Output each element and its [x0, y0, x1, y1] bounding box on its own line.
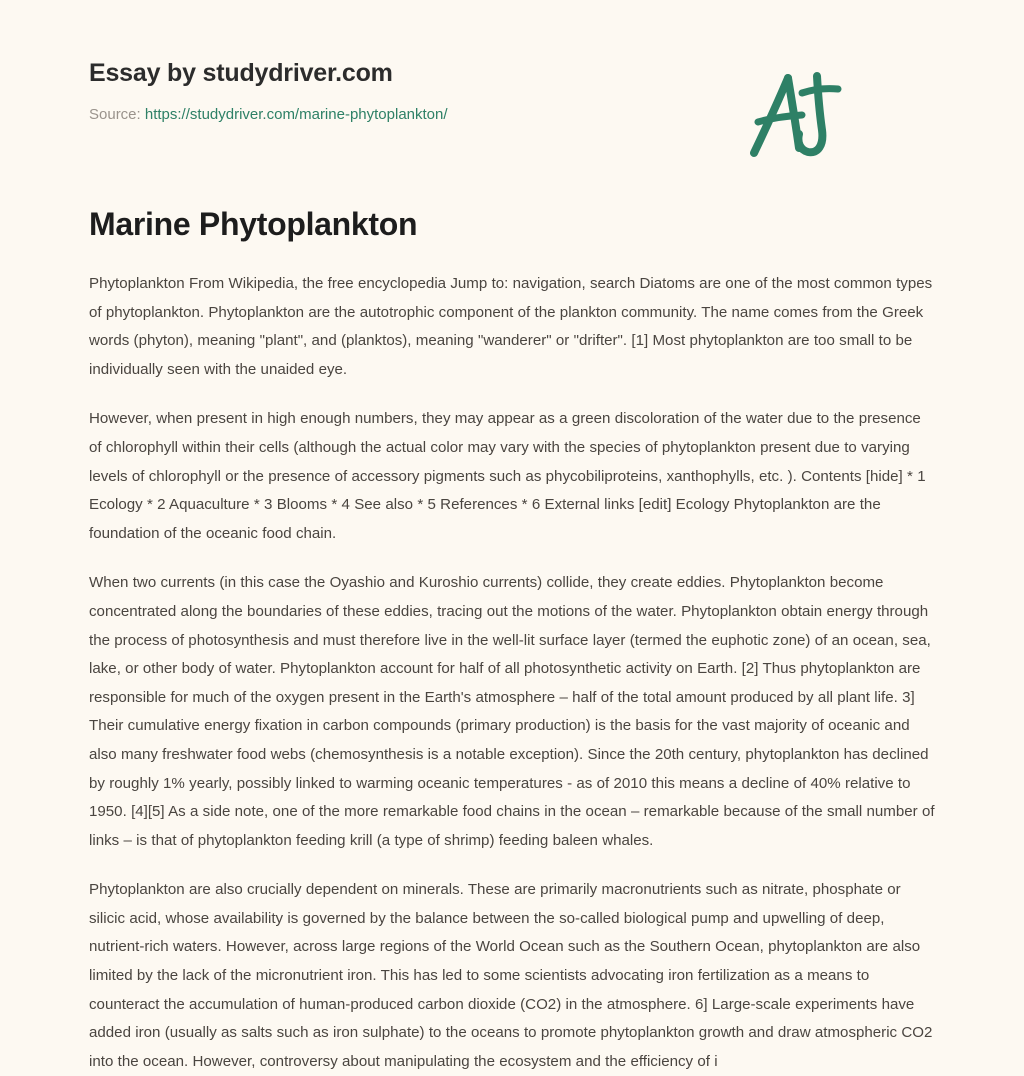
essay-body: [89, 244, 936, 1076]
page-title: Marine Phytoplankton: [89, 206, 418, 242]
body-paragraph: Phytoplankton From Wikipedia, the free encyclopedia Jump to: navigation, search Diatoms are one of the most common types of phytoplankton. Phytoplankton are the autotrophic component of the plankton community. The name comes from the Greek words (phyton), meaning "plant", and (planktos), meaning "wanderer" or "drifter". [1] Most phytoplankton are too small to be individually seen with the unaided eye.: [89, 275, 933, 378]
essay-byline: Essay by studydriver.com: [89, 59, 393, 87]
source-url-link[interactable]: https://studydriver.com/marine-phytoplankton/: [144, 106, 448, 123]
page-header: [89, 0, 935, 123]
source-label: Source:: [89, 106, 141, 123]
body-paragraph: However, when present in high enough numbers, they may appear as a green discoloration of the water due to the presence of chlorophyll within their cells (although the actual color may vary with the species of phytoplankton present due to varying levels of chlorophyll or the presence of accessory pigments such as phycobiliproteins, xanthophylls, etc. ). Contents [hide] * 1 Ecology * 2 Aquaculture * 3 Blooms * 4 See also * 5 References * 6 External links [edit] Ecology Phytoplankton are the foundation of the oceanic food chain.: [89, 410, 926, 542]
body-paragraph: Phytoplankton are also crucially dependent on minerals. These are primarily macronutrients such as nitrate, phosphate or silicic acid, whose availability is governed by the balance between the so-called biological pump and upwelling of deep, nutrient-rich waters. However, across large regions of the World Ocean such as the Southern Ocean, phytoplankton are also limited by the lack of the micronutrient iron. This has led to some scientists advocating iron fertilization as a means to counteract the accumulation of human-produced carbon dioxide (CO2) in the atmosphere. 6] Large-scale experiments have added iron (usually as salts such as iron sulphate) to the oceans to promote phytoplankton growth and draw atmospheric CO2 into the ocean. However, controversy about manipulating the ecosystem and the efficiency of i: [89, 881, 933, 1070]
body-paragraph: When two currents (in this case the Oyashio and Kuroshio currents) collide, they create eddies. Phytoplankton become concentrated along the boundaries of these eddies, tracing out the motions of the water. Phytoplankton obtain energy through the process of photosynthesis and must therefore live in the well-lit surface layer (termed the euphotic zone) of an ocean, sea, lake, or other body of water. Phytoplankton account for half of all photosynthetic activity on Earth. [2] Thus phytoplankton are responsible for much of the oxygen present in the Earth's atmosphere – half of the total amount produced by all plant life. 3] Their cumulative energy fixation in carbon compounds (primary production) is the basis for the vast majority of oceanic and also many freshwater food webs (chemosynthesis is a notable exception). Since the 20th century, phytoplankton has declined by roughly 1% yearly, possibly linked to warming oceanic temperatures - as of 2010 this means a decline of 40% relative to 1950. [4][5] As a side note, one of the more remarkable food chains in the ocean – remarkable because of the small number of links – is that of phytoplankton feeding krill (a type of shrimp) feeding baleen whales.: [89, 574, 935, 849]
a-plus-logo-icon: [742, 60, 846, 164]
